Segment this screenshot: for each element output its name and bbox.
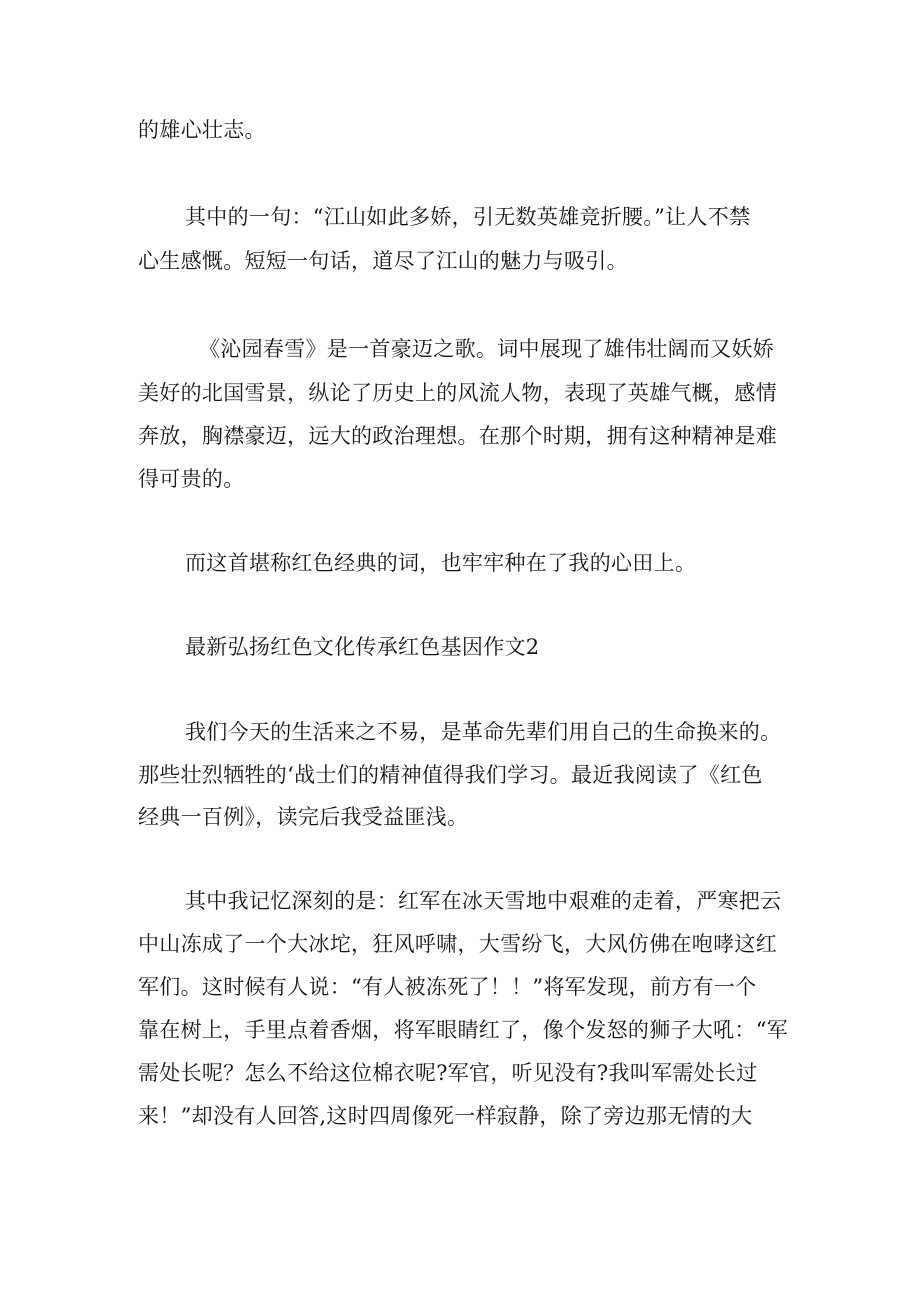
- paragraph-7-line-4: 靠在树上，手里点着香烟，将军眼睛红了，像个发怒的狮子大吼：“军: [138, 1018, 789, 1042]
- paragraph-6-line-1: 我们今天的生活来之不易，是革命先辈们用自己的生命换来的。: [185, 720, 782, 744]
- paragraph-2-line-1: 其中的一句：“江山如此多娇，引无数英雄竞折腰。”让人不禁: [185, 205, 751, 229]
- paragraph-3-line-2: 美好的北国雪景，纵论了历史上的风流人物，表现了英雄气概，感情: [138, 381, 777, 405]
- paragraph-6-line-2: 那些壮烈牺牲的‘战士们的精神值得我们学习。最近我阅读了《红色: [138, 763, 763, 787]
- section-heading: 最新弘扬红色文化传承红色基因作文2: [185, 635, 540, 659]
- paragraph-1-line-1: 的雄心壮志。: [138, 118, 266, 142]
- paragraph-3-line-1: 《沁园春雪》是一首豪迈之歌。词中展现了雄伟壮阔而又妖娇: [199, 337, 775, 361]
- paragraph-4-line-1: 而这首堪称红色经典的词，也牢牢种在了我的心田上。: [185, 551, 697, 575]
- paragraph-7-line-6: 来！”却没有人回答,这时四周像死一样寂静，除了旁边那无情的大: [138, 1104, 753, 1128]
- paragraph-2-line-2: 心生感慨。短短一句话，道尽了江山的魅力与吸引。: [138, 249, 628, 273]
- paragraph-7-line-5: 需处长呢？怎么不给这位棉衣呢?军官，听见没有?我叫军需处长过: [138, 1061, 758, 1085]
- paragraph-7-line-3: 军们。这时候有人说：“有人被冻死了！！”将军发现，前方有一个: [138, 975, 757, 999]
- paragraph-7-line-1: 其中我记忆深刻的是：红军在冰天雪地中艰难的走着，严寒把云: [185, 889, 782, 913]
- paragraph-3-line-4: 得可贵的。: [138, 467, 245, 491]
- paragraph-6-line-3: 经典一百例》，读完后我受益匪浅。: [138, 805, 469, 829]
- paragraph-7-line-2: 中山冻成了一个大冰坨，狂风呼啸，大雪纷飞，大风仿佛在咆哮这红: [138, 932, 777, 956]
- paragraph-3-line-3: 奔放，胸襟豪迈，远大的政治理想。在那个时期，拥有这种精神是难: [138, 424, 777, 448]
